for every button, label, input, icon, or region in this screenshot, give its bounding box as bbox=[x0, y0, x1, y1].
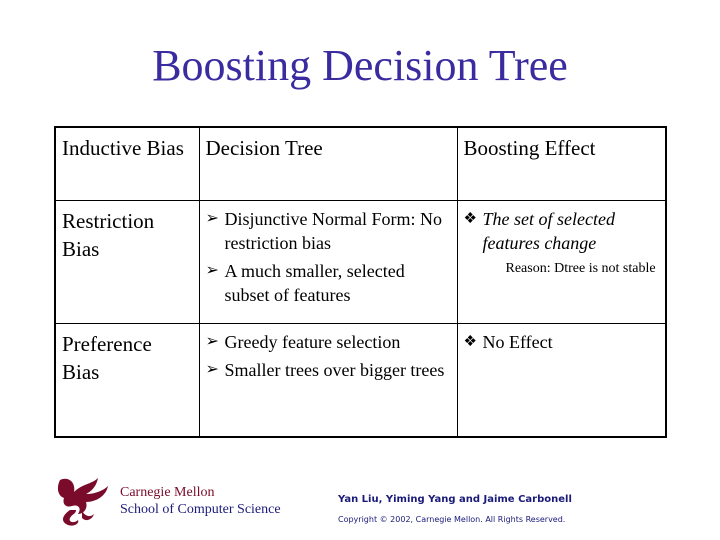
row-label-cell bbox=[55, 201, 199, 324]
tree-bullet-list bbox=[206, 330, 451, 382]
bullet-text: Disjunctive Normal Form: No restriction bias bbox=[224, 209, 442, 253]
table-header-cell bbox=[457, 127, 666, 201]
table-row bbox=[55, 201, 666, 324]
header-inductive-bias: Inductive Bias bbox=[62, 136, 184, 160]
arrow-bullet-icon: ➢ bbox=[205, 333, 219, 350]
bullet-text: A much smaller, selected subset of features bbox=[224, 261, 405, 305]
header-boosting-effect: Boosting Effect bbox=[463, 136, 596, 160]
table-header-cell bbox=[199, 127, 457, 201]
boost-bullet-list bbox=[464, 207, 660, 255]
table-header-row bbox=[55, 127, 666, 201]
tree-bullet-list bbox=[206, 207, 451, 307]
boost-note: Reason: Dtree is not stable bbox=[505, 261, 656, 276]
institution-block bbox=[120, 484, 281, 518]
list-item bbox=[206, 330, 451, 354]
list-item bbox=[206, 358, 451, 382]
boost-cell bbox=[457, 201, 666, 324]
row-label-preference-bias: Preference Bias bbox=[62, 332, 152, 384]
arrow-bullet-icon: ➢ bbox=[205, 262, 219, 279]
diamond-bullet-icon: ❖ bbox=[463, 211, 477, 227]
table-row bbox=[55, 324, 666, 438]
row-label-restriction-bias: Restriction Bias bbox=[62, 209, 155, 261]
row-label-cell bbox=[55, 324, 199, 438]
authors-text: Yan Liu, Yiming Yang and Jaime Carbonell bbox=[338, 494, 572, 505]
bullet-text: No Effect bbox=[482, 332, 553, 352]
tree-cell bbox=[199, 324, 457, 438]
list-item bbox=[464, 330, 660, 354]
copyright-text: Copyright © 2002, Carnegie Mellon. All Rights Reserved. bbox=[338, 515, 566, 524]
diamond-bullet-icon: ❖ bbox=[463, 334, 477, 350]
institution-line2: School of Computer Science bbox=[120, 502, 281, 517]
header-decision-tree: Decision Tree bbox=[205, 136, 323, 160]
list-item bbox=[206, 259, 451, 307]
list-item bbox=[206, 207, 451, 255]
slide-title: Boosting Decision Tree bbox=[152, 41, 568, 90]
bullet-text: The set of selected features change bbox=[482, 209, 615, 253]
institution-line1: Carnegie Mellon bbox=[120, 485, 215, 500]
list-item bbox=[464, 207, 660, 255]
boost-cell bbox=[457, 324, 666, 438]
tree-cell bbox=[199, 201, 457, 324]
arrow-bullet-icon: ➢ bbox=[205, 210, 219, 227]
table-header-cell bbox=[55, 127, 199, 201]
boost-bullet-list bbox=[464, 330, 660, 354]
bullet-text: Smaller trees over bigger trees bbox=[224, 360, 445, 380]
cmu-dragon-logo bbox=[52, 466, 112, 530]
bullet-text: Greedy feature selection bbox=[224, 332, 401, 352]
arrow-bullet-icon: ➢ bbox=[205, 361, 219, 378]
comparison-table bbox=[54, 126, 667, 438]
